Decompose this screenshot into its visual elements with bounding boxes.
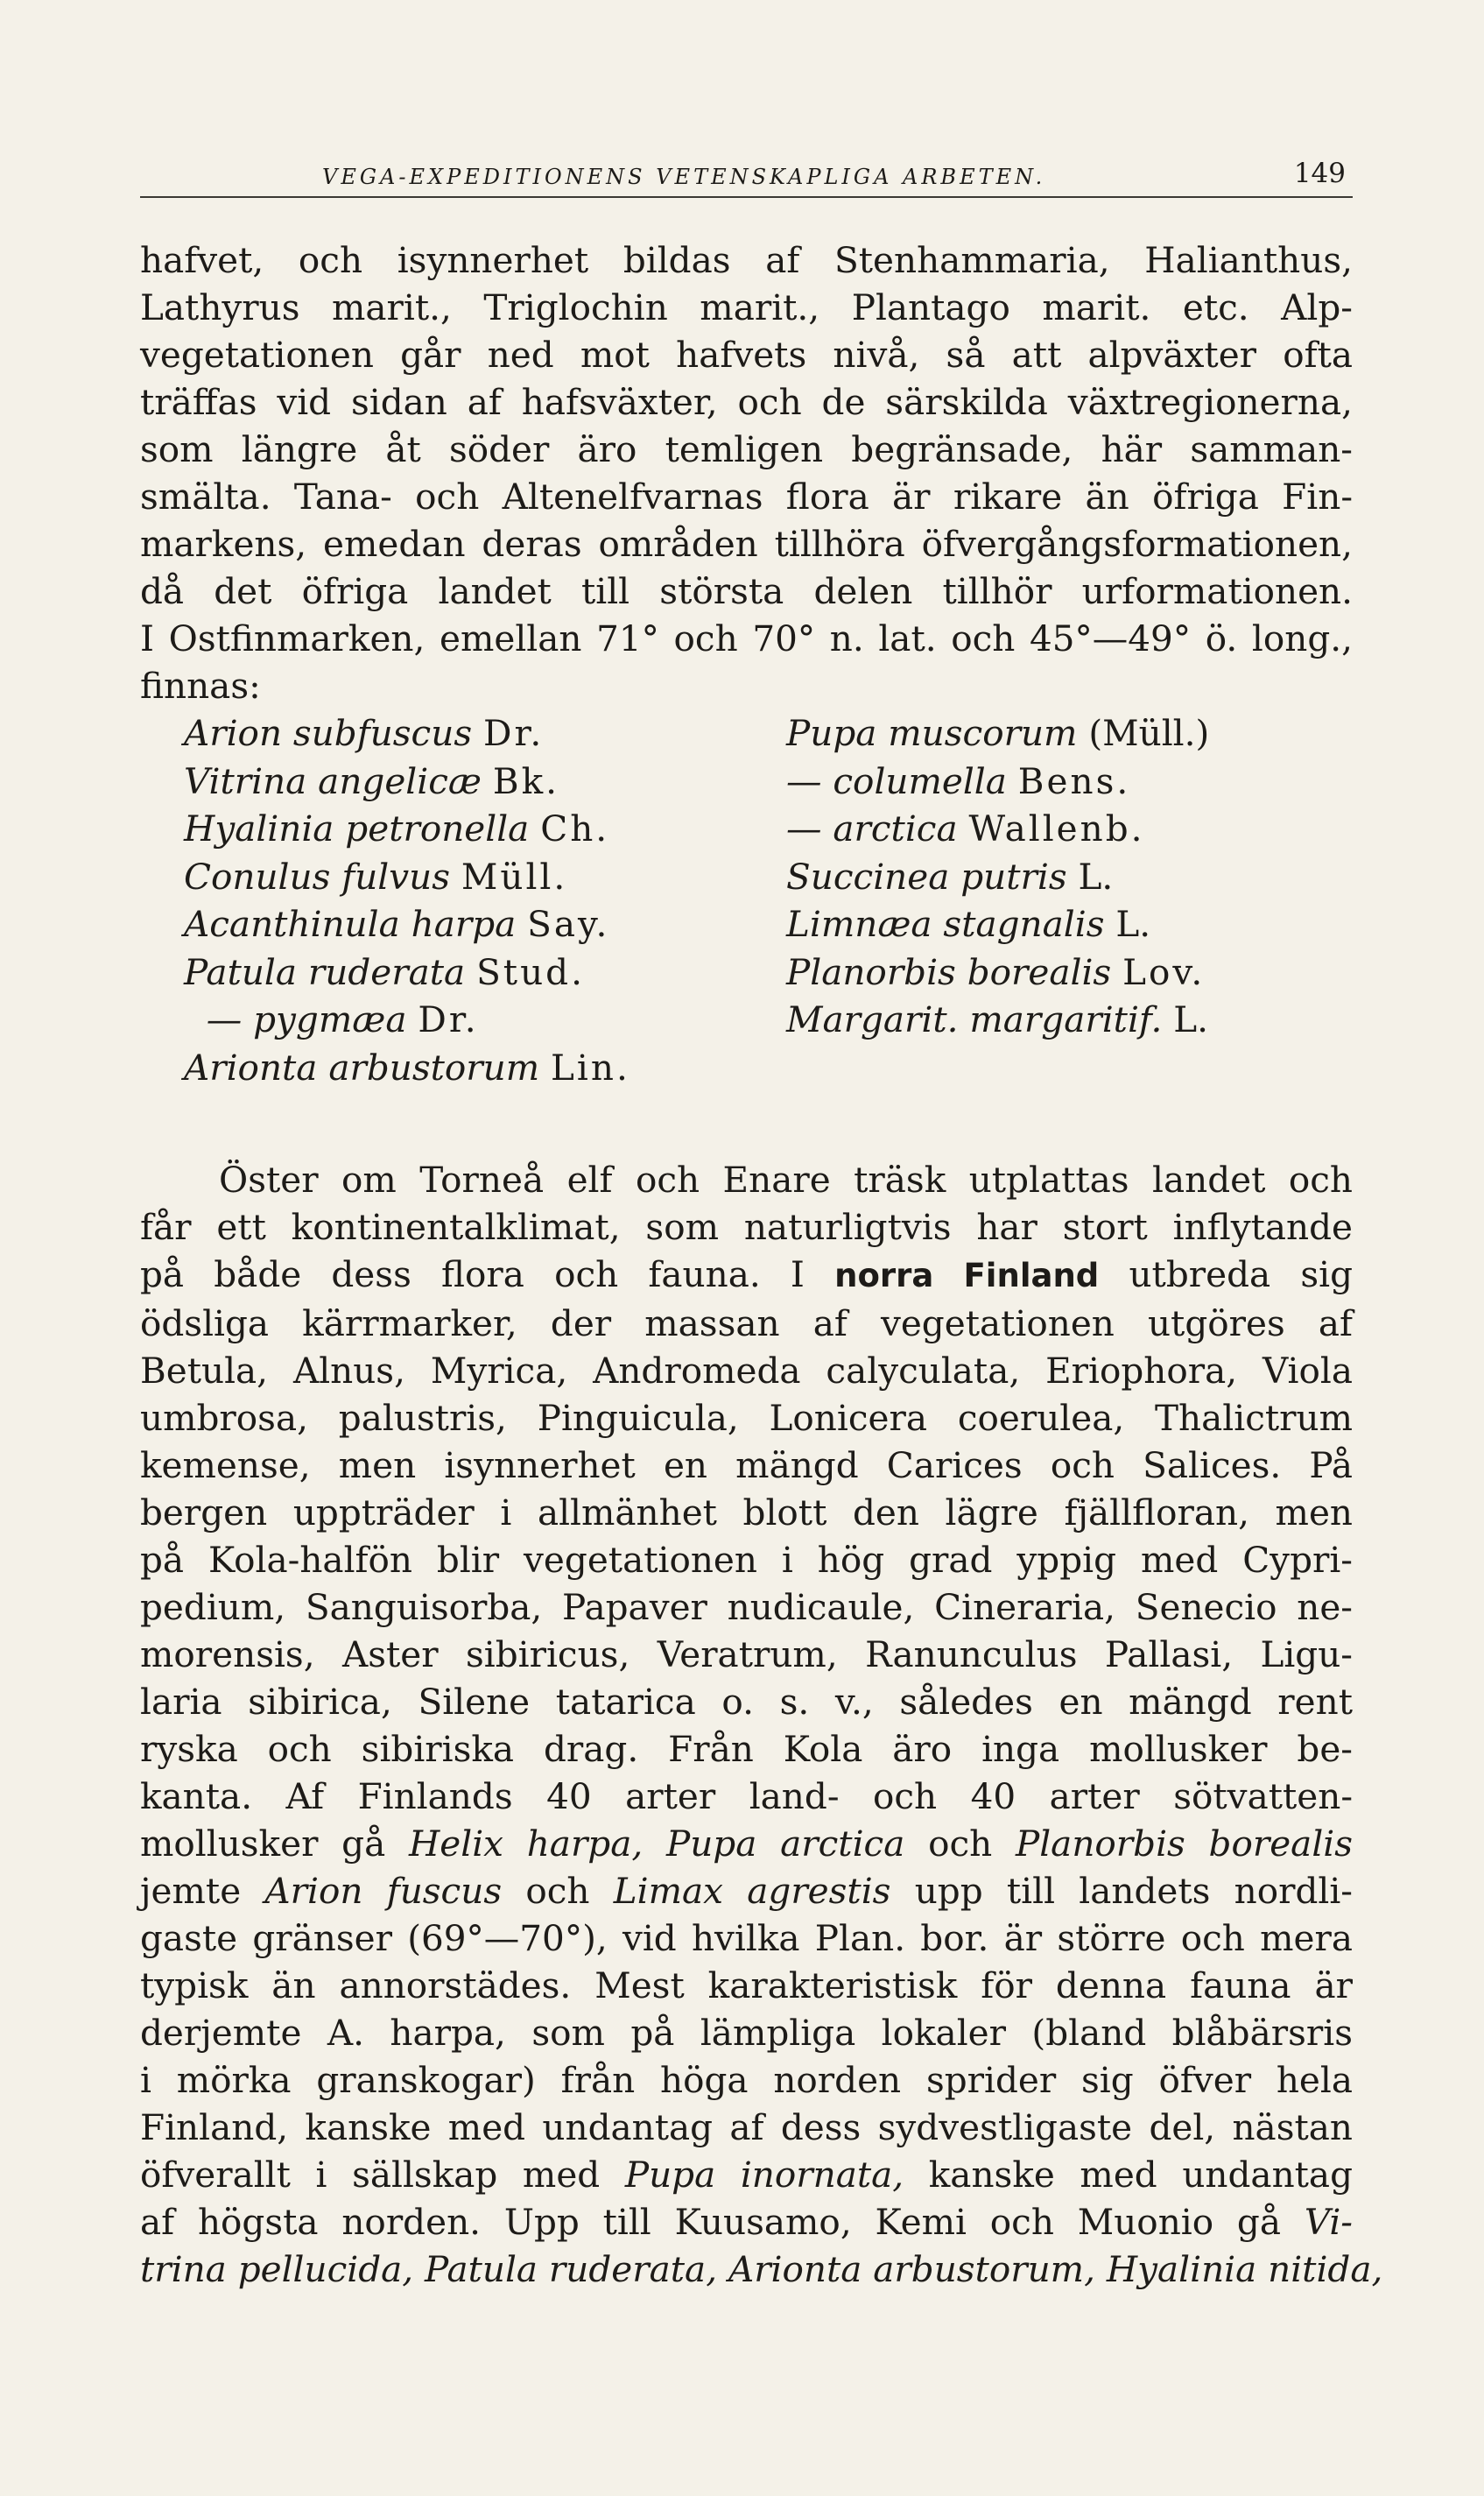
text-line: gaste gränser (69°—70°), vid hvilka Plan. bor. är större och mera bbox=[140, 1917, 1353, 1959]
species-ref: Vi- bbox=[1304, 2201, 1353, 2243]
species-name: Arionta arbustorum bbox=[184, 1046, 540, 1089]
text-line bbox=[140, 1251, 1353, 1300]
text-line: ryska och sibiriska drag. Från Kola äro inga mollusker be- bbox=[140, 1728, 1353, 1770]
species-entry bbox=[184, 805, 630, 853]
text-line: Öster om Torneå elf och Enare träsk utplattas landet och bbox=[219, 1159, 1353, 1201]
species-name: — pygmæa bbox=[206, 998, 407, 1040]
text-line: kemense, men isynnerhet en mängd Carices och Salices. På bbox=[140, 1444, 1353, 1486]
species-entry bbox=[184, 996, 630, 1044]
text-line: vegetationen går ned mot hafvets nivå, så att alpväxter ofta bbox=[140, 334, 1353, 376]
species-author: L. bbox=[1078, 855, 1114, 898]
species-entry bbox=[786, 996, 1209, 1044]
species-author: Lov. bbox=[1122, 950, 1206, 993]
species-name: Hyalinia petronella bbox=[184, 807, 530, 850]
species-column-right bbox=[786, 709, 1209, 1044]
text-line: trina pellucida, Patula ruderata, Arionta arbustorum, Hyalinia nitida, bbox=[140, 2248, 1383, 2290]
species-entry bbox=[184, 900, 630, 948]
text-line: Lathyrus marit., Triglochin marit., Plantago marit. etc. Alp- bbox=[140, 286, 1353, 328]
text-run: och bbox=[502, 1870, 614, 1912]
species-name: Succinea putris bbox=[786, 855, 1067, 898]
species-entry bbox=[184, 853, 630, 901]
species-author: Müll. bbox=[461, 855, 568, 898]
text-line: ödsliga kärrmarker, der massan af vegetationen utgöres af bbox=[140, 1302, 1353, 1344]
text-line: i mörka granskogar) från höga norden sprider sig öfver hela bbox=[140, 2059, 1353, 2101]
text-line: hafvet, och isynnerhet bildas af Stenhammaria, Halianthus, bbox=[140, 239, 1353, 281]
emphasis-region: norra Finland bbox=[834, 1257, 1100, 1294]
page-number: 149 bbox=[1293, 158, 1346, 189]
text-line bbox=[140, 1820, 1353, 1867]
species-author: Lin. bbox=[551, 1046, 630, 1089]
text-line bbox=[140, 1867, 1353, 1914]
species-author: Say. bbox=[527, 903, 610, 945]
species-name: Arion subfuscus bbox=[184, 712, 473, 754]
text-line: smälta. Tana- och Altenelfvarnas flora är rikare än öfriga Fin- bbox=[140, 476, 1353, 518]
text-line: som längre åt söder äro temligen begränsade, här samman- bbox=[140, 428, 1353, 470]
species-name: Margarit. margaritif. bbox=[786, 998, 1163, 1040]
species-name: Patula ruderata bbox=[184, 950, 466, 993]
species-name: Vitrina angelicæ bbox=[184, 759, 482, 802]
page bbox=[140, 149, 1383, 2290]
species-ref: Planorbis borealis bbox=[1015, 1823, 1354, 1865]
species-name: Acanthinula harpa bbox=[184, 903, 517, 945]
text-line: markens, emedan deras områden tillhöra öfvergångsformationen, bbox=[140, 523, 1353, 565]
species-author: Bk. bbox=[492, 759, 560, 802]
species-name: Limnæa stagnalis bbox=[786, 903, 1105, 945]
text-run: och bbox=[904, 1823, 1016, 1865]
species-entry bbox=[184, 948, 630, 997]
text-run: utbreda sig bbox=[1099, 1253, 1353, 1295]
species-author: L. bbox=[1115, 903, 1151, 945]
text-line: kanta. Af Finlands 40 arter land- och 40 arter sötvatten- bbox=[140, 1775, 1353, 1817]
text-line: derjemte A. harpa, som på lämpliga lokaler (bland blåbärsris bbox=[140, 2012, 1353, 2054]
text-run: på både dess flora och fauna. I bbox=[140, 1253, 835, 1295]
text-run: af högsta norden. Upp till Kuusamo, Kemi och Muonio gå bbox=[140, 2201, 1305, 2243]
text-line: I Ostfinmarken, emellan 71° och 70° n. lat. och 45°—49° ö. long., bbox=[140, 617, 1353, 659]
text-line: bergen uppträder i allmänhet blott den lägre fjällfloran, men bbox=[140, 1491, 1353, 1534]
text-line: morensis, Aster sibiricus, Veratrum, Ranunculus Pallasi, Ligu- bbox=[140, 1633, 1353, 1675]
species-name: — columella bbox=[786, 759, 1007, 802]
text-run: kanske med undantag bbox=[904, 2154, 1354, 2196]
species-entry bbox=[184, 758, 630, 806]
text-line: finnas: bbox=[140, 665, 261, 707]
species-author: Dr. bbox=[418, 998, 479, 1040]
text-line: laria sibirica, Silene tatarica o. s. v., således en mängd rent bbox=[140, 1681, 1353, 1723]
species-ref: Pupa inornata, bbox=[624, 2154, 904, 2196]
text-line bbox=[140, 2198, 1353, 2246]
species-ref: Limax agrestis bbox=[613, 1870, 891, 1912]
paragraph-2 bbox=[140, 1156, 1383, 2293]
species-author: (Müll.) bbox=[1088, 712, 1210, 754]
text-line: typisk än annorstädes. Mest karakteristisk för denna fauna är bbox=[140, 1964, 1353, 2006]
text-line: Finland, kanske med undantag af dess sydvestligaste del, nästan bbox=[140, 2106, 1353, 2148]
species-author: Bens. bbox=[1017, 759, 1131, 802]
text-line: Betula, Alnus, Myrica, Andromeda calyculata, Eriophora, Viola bbox=[140, 1350, 1353, 1392]
text-line: på Kola-halfön blir vegetationen i hög grad yppig med Cypri- bbox=[140, 1539, 1353, 1581]
text-run: öfverallt i sällskap med bbox=[140, 2154, 625, 2196]
header-title: VEGA-EXPEDITIONENS VETENSKAPLIGA ARBETEN. bbox=[322, 165, 1046, 189]
species-entry bbox=[184, 1044, 630, 1092]
species-ref: Arion fuscus bbox=[264, 1870, 503, 1912]
text-run: upp till landets nordli- bbox=[890, 1870, 1353, 1912]
text-run: jemte bbox=[140, 1870, 265, 1912]
species-name: Pupa muscorum bbox=[786, 712, 1078, 754]
species-entry bbox=[786, 853, 1209, 901]
text-line: får ett kontinentalklimat, som naturligtvis har stort inflytande bbox=[140, 1206, 1353, 1248]
species-entry bbox=[786, 948, 1209, 997]
species-entry bbox=[786, 805, 1209, 853]
text-line bbox=[140, 2151, 1353, 2198]
text-line: då det öfriga landet till största delen tillhör urformationen. bbox=[140, 570, 1353, 612]
species-entry bbox=[786, 900, 1209, 948]
paragraph-1 bbox=[140, 236, 1353, 709]
species-author: Dr. bbox=[482, 712, 545, 754]
text-run: mollusker gå bbox=[140, 1823, 409, 1865]
text-line: pedium, Sanguisorba, Papaver nudicaule, Cineraria, Senecio ne- bbox=[140, 1586, 1353, 1628]
species-author: Wallenb. bbox=[968, 807, 1145, 850]
text-line: träffas vid sidan af hafsväxter, och de särskilda växtregionerna, bbox=[140, 381, 1353, 423]
species-column-left bbox=[184, 709, 630, 1091]
species-entry bbox=[184, 709, 630, 758]
species-ref: Helix harpa, Pupa arctica bbox=[408, 1823, 905, 1865]
species-entry bbox=[786, 758, 1209, 806]
species-name: Conulus fulvus bbox=[184, 855, 451, 898]
species-name: Planorbis borealis bbox=[786, 950, 1112, 993]
species-author: Ch. bbox=[540, 807, 610, 850]
text-line: umbrosa, palustris, Pinguicula, Lonicera coerulea, Thalictrum bbox=[140, 1397, 1353, 1439]
species-author: L. bbox=[1173, 998, 1208, 1040]
species-entry bbox=[786, 709, 1209, 758]
species-name: — arctica bbox=[786, 807, 958, 850]
species-author: Stud. bbox=[476, 950, 585, 993]
running-header bbox=[140, 149, 1353, 198]
